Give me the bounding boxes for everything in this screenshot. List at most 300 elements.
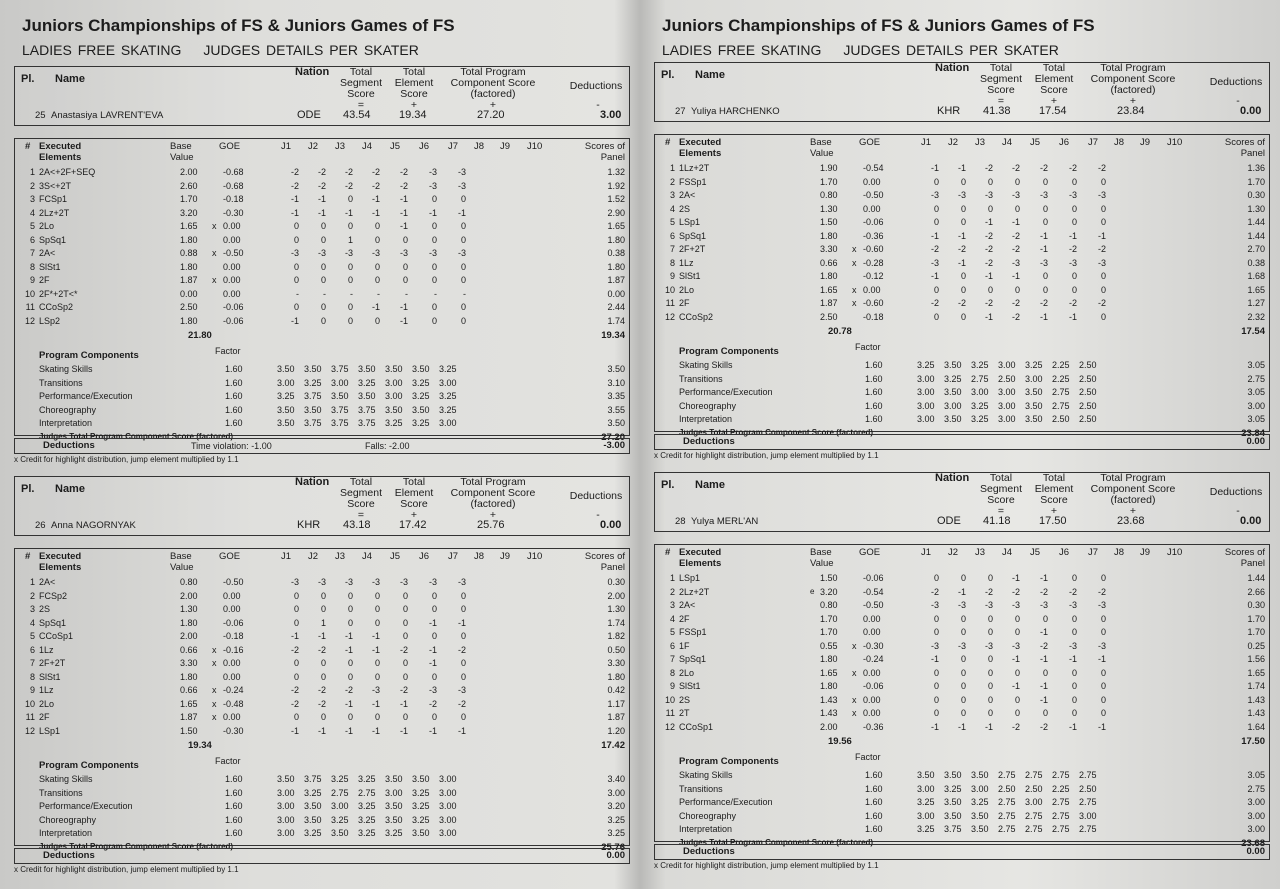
- footnote: x Credit for highlight distribution, jump element multiplied by 1.1: [14, 865, 239, 874]
- table-row: [15, 618, 629, 631]
- table-row: [655, 573, 1269, 586]
- goe-value: -0.68: [223, 167, 244, 177]
- panel-score: 1.68: [1247, 271, 1265, 281]
- judge-score: 0: [987, 203, 993, 214]
- component-score: 3.00: [1247, 810, 1265, 821]
- judge-score: -3: [290, 577, 299, 587]
- judge-mark: 3.75: [304, 391, 322, 401]
- table-row: [15, 726, 629, 739]
- component-score: 3.00: [1247, 797, 1265, 807]
- judge-mark: 3.25: [412, 418, 430, 428]
- element-number: 9: [29, 275, 35, 285]
- skater-nation: ODE: [937, 515, 961, 527]
- goe-value: 0.00: [223, 604, 241, 614]
- panel-score: 1.92: [607, 180, 625, 191]
- judge-mark: 3.25: [1025, 360, 1043, 370]
- total-element-score: 17.54: [1039, 105, 1067, 117]
- panel-score: 0.38: [607, 248, 625, 258]
- element-number: 8: [29, 261, 35, 272]
- base-value: 2.00: [820, 721, 838, 732]
- components-header: [15, 756, 629, 773]
- bonus-marker: x: [852, 244, 857, 254]
- component-factor: 1.60: [865, 810, 883, 821]
- judge-score: -2: [1039, 586, 1048, 597]
- element-number: 3: [669, 190, 675, 200]
- goe-value: -0.30: [863, 640, 884, 651]
- element-number: 10: [24, 288, 35, 299]
- table-row: [15, 658, 629, 671]
- judge-mark: 2.50: [1079, 360, 1097, 370]
- elements-table: [654, 134, 1270, 439]
- table-row: [655, 695, 1269, 708]
- skater-block: [14, 66, 628, 470]
- judge-mark: 3.50: [277, 418, 295, 428]
- judge-score: 0: [460, 302, 466, 312]
- judge-score: -3: [930, 600, 939, 610]
- table-row: [15, 221, 629, 234]
- table-row: [15, 194, 629, 207]
- component-score: 3.25: [607, 814, 625, 825]
- minus-sign: -: [1236, 95, 1240, 107]
- judge-score: -3: [371, 577, 380, 587]
- base-value: 1.90: [820, 163, 838, 173]
- judge-score: -1: [371, 698, 380, 709]
- championship-title: Juniors Championships of FS & Juniors Games of FS: [22, 16, 455, 35]
- goe-value: -0.06: [863, 217, 884, 227]
- judge-score: -2: [399, 167, 408, 177]
- judge-score: -2: [1011, 721, 1020, 732]
- judge-mark: 3.25: [331, 814, 349, 825]
- goe-value: -0.06: [223, 315, 244, 326]
- goe-value: 0.00: [223, 288, 241, 299]
- judge-score: 0: [460, 712, 466, 722]
- judge-mark: 3.00: [439, 418, 457, 428]
- plus-sign: +: [1050, 95, 1058, 107]
- judge-score: -1: [1011, 271, 1020, 281]
- element-number: 8: [669, 667, 675, 678]
- judge-score: -3: [317, 248, 326, 258]
- judge-mark: 3.75: [304, 418, 322, 428]
- judge-score: -1: [399, 725, 408, 736]
- judge-score: -3: [457, 577, 466, 587]
- panel-score: 1.82: [607, 631, 625, 641]
- base-value: 3.30: [820, 244, 838, 254]
- judge-score: -2: [1039, 640, 1048, 651]
- judge-score: -2: [1011, 244, 1020, 254]
- judge-score: 0: [1014, 708, 1020, 718]
- judge-score: -2: [984, 163, 993, 173]
- judge-mark: 3.75: [304, 774, 322, 784]
- factor-label: Factor: [855, 752, 881, 762]
- judge-score: 0: [320, 221, 326, 231]
- judge-mark: 3.00: [331, 801, 349, 811]
- element-code: 2S: [679, 203, 691, 214]
- goe-value: -0.50: [863, 600, 884, 610]
- base-value: 0.55: [820, 640, 838, 651]
- deduction-item: Time violation: -1.00: [191, 441, 272, 451]
- table-row: [655, 231, 1269, 244]
- judge-mark: 3.50: [412, 828, 430, 838]
- judge-score: -1: [371, 631, 380, 641]
- page-header: [662, 16, 1095, 58]
- judge-score: 0: [460, 234, 466, 245]
- judge-score: -3: [1011, 640, 1020, 651]
- judge-score: -2: [957, 298, 966, 308]
- judge-mark: 3.25: [358, 801, 376, 811]
- judge-score: 0: [293, 604, 299, 614]
- component-row: [15, 815, 629, 828]
- judges-total-value: 23.68: [1241, 837, 1265, 849]
- judge-score: 0: [431, 302, 437, 312]
- table-row: [655, 163, 1269, 176]
- goe-label: GOE: [859, 547, 881, 558]
- judge-score: 0: [933, 681, 939, 691]
- judge-score: -1: [399, 207, 408, 218]
- judge-column-label: J8: [1114, 137, 1125, 148]
- judge-mark: 3.25: [304, 377, 322, 388]
- deductions-label: Deductions: [1209, 486, 1263, 498]
- footnote: x Credit for highlight distribution, jump element multiplied by 1.1: [654, 451, 879, 460]
- judge-score: 0: [987, 613, 993, 624]
- judge-score: 0: [460, 315, 466, 326]
- judge-mark: 3.50: [1025, 414, 1043, 424]
- judge-score: -: [296, 288, 299, 299]
- segment-title: LADIES FREE SKATING: [22, 42, 182, 58]
- element-number: 7: [669, 244, 675, 254]
- deductions-label: Deductions: [569, 80, 623, 92]
- component-name: Transitions: [39, 377, 83, 388]
- goe-value: 0.00: [223, 221, 241, 231]
- judge-score: -2: [1039, 163, 1048, 173]
- element-number: 11: [665, 298, 675, 308]
- judge-score: 0: [1071, 694, 1077, 705]
- bonus-marker: x: [852, 640, 857, 651]
- judge-score: 0: [402, 590, 408, 601]
- base-value: 1.70: [820, 627, 838, 637]
- skater-nation: ODE: [297, 109, 321, 121]
- judge-score: -3: [984, 640, 993, 651]
- component-name: Skating Skills: [679, 360, 733, 370]
- judge-score: -1: [290, 315, 299, 326]
- table-row: [655, 722, 1269, 735]
- judge-mark: 2.75: [1052, 824, 1070, 834]
- base-value: 1.80: [180, 617, 198, 628]
- judge-score: 0: [960, 284, 966, 295]
- table-row: [15, 181, 629, 194]
- judge-score: 0: [987, 681, 993, 691]
- component-row: [15, 774, 629, 787]
- judge-score: -3: [428, 167, 437, 177]
- panel-score: 1.64: [1247, 721, 1265, 732]
- judge-mark: 3.50: [971, 810, 989, 821]
- table-row: [15, 289, 629, 302]
- segment-title: LADIES FREE SKATING: [662, 42, 822, 58]
- judge-score: 0: [1071, 667, 1077, 678]
- component-score: 3.05: [1247, 387, 1265, 397]
- judge-score: -2: [1097, 586, 1106, 597]
- component-name: Transitions: [679, 783, 723, 794]
- judge-score: -1: [984, 271, 993, 281]
- component-factor: 1.60: [865, 783, 883, 794]
- base-value-label: Base Value: [170, 141, 194, 163]
- judge-score: 0: [1100, 217, 1106, 227]
- panel-score: 1.30: [1247, 203, 1265, 214]
- judge-score: -3: [428, 180, 437, 191]
- scores-of-panel-label: Scores of Panel: [1224, 137, 1265, 159]
- judge-score: -1: [1097, 721, 1106, 732]
- judge-score: 0: [460, 194, 466, 204]
- judge-score: -2: [317, 180, 326, 191]
- judge-score: -2: [399, 685, 408, 695]
- goe-value: -0.60: [863, 298, 884, 308]
- bonus-marker: x: [212, 275, 217, 285]
- report-title: JUDGES DETAILS PER SKATER: [203, 42, 419, 58]
- base-value: 1.80: [180, 261, 198, 272]
- judge-mark: 3.00: [277, 801, 295, 811]
- judge-score: 0: [347, 617, 353, 628]
- judge-mark: 2.25: [1052, 373, 1070, 384]
- element-code: SlSt1: [39, 671, 61, 682]
- element-number: 12: [24, 725, 35, 736]
- table-row: [15, 591, 629, 604]
- bonus-marker: x: [212, 685, 217, 695]
- base-value: 1.70: [820, 176, 838, 187]
- base-value-total: 19.34: [188, 740, 212, 751]
- judge-score: 0: [1042, 667, 1048, 678]
- judge-score: -3: [1068, 600, 1077, 610]
- judge-mark: 3.25: [304, 828, 322, 838]
- judge-score: 0: [293, 275, 299, 285]
- judge-score: 0: [402, 604, 408, 614]
- judge-mark: 3.00: [998, 400, 1016, 411]
- element-code: 2F: [39, 275, 50, 285]
- base-value-label: Base Value: [810, 137, 834, 159]
- judge-score: 0: [460, 658, 466, 668]
- judge-score: 0: [431, 194, 437, 204]
- tss-label: Total Segment Score: [979, 62, 1023, 96]
- judge-column-label: J3: [335, 551, 346, 562]
- panel-score: 1.43: [1247, 694, 1265, 705]
- judge-column-label: J9: [500, 551, 511, 562]
- judge-score: 0: [347, 590, 353, 601]
- judge-score: -2: [344, 167, 353, 177]
- judge-mark: 3.25: [412, 801, 430, 811]
- judge-score: -3: [344, 248, 353, 258]
- judge-mark: 3.25: [358, 814, 376, 825]
- goe-value: -0.54: [863, 163, 884, 173]
- judge-mark: 3.25: [412, 814, 430, 825]
- skater-nation: KHR: [297, 519, 321, 531]
- element-number: 9: [669, 271, 675, 281]
- element-code: 2F: [679, 298, 690, 308]
- judge-score: 0: [960, 681, 966, 691]
- judge-mark: 2.75: [1025, 770, 1043, 780]
- judge-score: 0: [320, 261, 326, 272]
- judge-mark: 2.75: [998, 810, 1016, 821]
- judge-mark: 3.00: [944, 400, 962, 411]
- element-number: 11: [665, 708, 675, 718]
- judge-mark: 3.50: [412, 774, 430, 784]
- base-value: 2.50: [820, 311, 838, 322]
- element-code: 2A<: [39, 248, 56, 258]
- judge-score: -1: [1039, 627, 1048, 637]
- component-score: 3.50: [607, 364, 625, 374]
- element-code: FCSp2: [39, 590, 68, 601]
- panel-score: 2.32: [1247, 311, 1265, 322]
- judge-score: -3: [344, 577, 353, 587]
- goe-value: -0.16: [223, 644, 244, 655]
- judge-score: -2: [290, 180, 299, 191]
- table-row: [15, 208, 629, 221]
- judge-mark: 3.00: [385, 377, 403, 388]
- deductions-row: [14, 848, 630, 864]
- component-factor: 1.60: [225, 418, 243, 428]
- judge-score: 0: [320, 712, 326, 722]
- component-score: 3.00: [1247, 824, 1265, 834]
- base-value: 1.70: [820, 613, 838, 624]
- judge-mark: 3.25: [412, 787, 430, 798]
- judge-score: -2: [930, 586, 939, 597]
- element-info: e: [810, 586, 815, 596]
- goe-value: -0.18: [223, 194, 244, 204]
- element-code: SpSq1: [39, 617, 67, 628]
- goe-value: 0.00: [863, 708, 881, 718]
- component-row: [15, 801, 629, 814]
- program-components-label: Program Components: [679, 756, 779, 767]
- table-row: [15, 235, 629, 248]
- judge-mark: 2.50: [1079, 387, 1097, 397]
- tss-label: Total Segment Score: [339, 66, 383, 100]
- element-number: 3: [29, 194, 35, 204]
- element-code: FSSp1: [679, 176, 707, 187]
- goe-value: 0.00: [863, 613, 881, 624]
- panel-score: 1.30: [607, 604, 625, 614]
- judge-mark: 3.00: [1025, 797, 1043, 807]
- judge-score: 0: [347, 671, 353, 682]
- component-name: Choreography: [39, 404, 97, 415]
- judges-total-label: Judges Total Program Component Score (factored): [39, 431, 234, 441]
- table-header: [655, 137, 1269, 161]
- judge-score: 0: [960, 573, 966, 583]
- judge-mark: 3.50: [412, 364, 430, 374]
- judge-score: 0: [1014, 667, 1020, 678]
- goe-value: 0.00: [223, 275, 241, 285]
- judge-score: 0: [293, 221, 299, 231]
- base-value-label: Base Value: [170, 551, 194, 573]
- component-factor: 1.60: [225, 801, 243, 811]
- component-row: [655, 360, 1269, 373]
- base-value: 1.80: [180, 234, 198, 245]
- judge-score: -3: [371, 248, 380, 258]
- deductions-row: [14, 438, 630, 454]
- judge-score: 0: [431, 275, 437, 285]
- element-code: 1Lz: [39, 644, 54, 655]
- panel-score: 1.65: [1247, 667, 1265, 678]
- base-value: 2.60: [180, 180, 198, 191]
- panel-score: 0.00: [607, 288, 625, 299]
- base-value: 0.80: [820, 190, 838, 200]
- judge-score: -1: [317, 194, 326, 204]
- element-code: 2A<: [679, 600, 696, 610]
- element-number: 6: [29, 234, 35, 245]
- table-row: [15, 604, 629, 617]
- base-value: 1.80: [820, 230, 838, 241]
- component-row: [15, 378, 629, 391]
- component-row: [15, 391, 629, 404]
- component-factor: 1.60: [225, 828, 243, 838]
- element-code: FCSp1: [39, 194, 68, 204]
- judge-score: -1: [399, 698, 408, 709]
- element-code: 2S: [679, 694, 691, 705]
- judge-column-label: J7: [448, 551, 459, 562]
- judge-mark: 3.50: [971, 770, 989, 780]
- component-score: 3.50: [607, 418, 625, 428]
- judge-mark: 3.25: [331, 774, 349, 784]
- element-number: 6: [29, 644, 35, 655]
- base-value: 3.20: [820, 586, 838, 597]
- component-row: [655, 811, 1269, 824]
- judge-score: 0: [402, 275, 408, 285]
- table-row: [655, 668, 1269, 681]
- judge-score: 0: [374, 221, 380, 231]
- judge-column-label: J2: [948, 547, 959, 558]
- judge-score: -1: [371, 207, 380, 218]
- judge-score: 1: [347, 234, 353, 245]
- table-row: [655, 600, 1269, 613]
- component-factor: 1.60: [865, 824, 883, 834]
- judge-score: -1: [1068, 721, 1077, 732]
- judge-score: 0: [1014, 613, 1020, 624]
- judge-mark: 2.50: [1052, 414, 1070, 424]
- name-label: Name: [55, 73, 85, 85]
- place-label: Pl.: [21, 73, 35, 85]
- judge-score: -3: [1097, 640, 1106, 651]
- judge-score: 0: [402, 631, 408, 641]
- judge-score: 0: [1014, 694, 1020, 705]
- judge-mark: 3.25: [944, 373, 962, 384]
- judge-score: 0: [374, 590, 380, 601]
- total-segment-score: 41.18: [983, 515, 1011, 527]
- element-code: CCoSp1: [39, 631, 74, 641]
- base-value: 1.80: [820, 681, 838, 691]
- panel-score: 1.65: [1247, 284, 1265, 295]
- judge-mark: 3.50: [944, 770, 962, 780]
- element-number: 10: [664, 284, 675, 295]
- executed-elements-label: Executed Elements: [679, 547, 722, 569]
- base-value: 0.00: [180, 288, 198, 299]
- goe-value: -0.68: [223, 180, 244, 191]
- judge-mark: 3.00: [277, 787, 295, 798]
- element-number: 4: [29, 617, 35, 628]
- judge-score: -2: [1097, 163, 1106, 173]
- judge-score: -1: [1068, 230, 1077, 241]
- base-value-total: 21.80: [188, 330, 212, 341]
- minus-sign: -: [596, 509, 600, 521]
- element-code: 2A<+2F+SEQ: [39, 167, 96, 177]
- element-code: 2F: [679, 613, 690, 624]
- element-code: CCoSp2: [679, 311, 714, 322]
- judge-mark: 3.25: [439, 364, 457, 374]
- element-number: 7: [29, 658, 35, 668]
- judge-score: -1: [428, 207, 437, 218]
- skater-rank: 27: [675, 106, 686, 117]
- goe-value: 0.00: [223, 671, 241, 682]
- table-row: [655, 614, 1269, 627]
- judge-score: -2: [317, 698, 326, 709]
- component-factor: 1.60: [225, 404, 243, 415]
- judge-mark: 3.25: [358, 828, 376, 838]
- element-number: 6: [669, 230, 675, 241]
